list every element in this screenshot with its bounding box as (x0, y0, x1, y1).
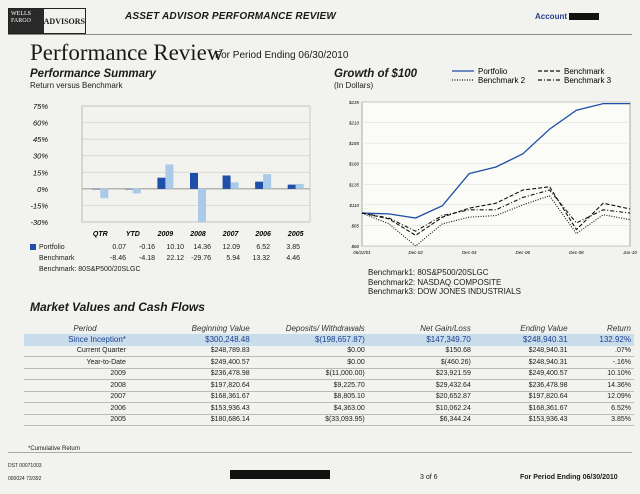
growth-title: Growth of $100 (334, 68, 418, 80)
account-label (535, 12, 599, 21)
line-xtick-label: Dec-08 (569, 250, 584, 255)
table-cell: $168,361.67 (210, 393, 250, 401)
bar-ytick-label: 15% (32, 168, 48, 178)
legend-portfolio-label: Portfolio (39, 244, 65, 251)
redacted-account-number (569, 13, 599, 20)
since-period: Since Inception* (24, 334, 146, 346)
table-cell: 14.36% (607, 381, 631, 389)
table-cell: -.16% (612, 358, 631, 366)
table-cell: $248,940.31 (528, 358, 568, 366)
bar-ytick-label: 30% (32, 151, 48, 161)
table-cell: $248,940.31 (528, 347, 568, 355)
table-cell: $(460.26) (440, 358, 471, 366)
table-row (24, 403, 634, 415)
table-cell: 2007 (110, 393, 126, 401)
line-xtick-label: Dec-06 (515, 250, 531, 255)
col-beginning-value: Beginning Value (191, 323, 250, 333)
line-ytick-label: $110 (349, 202, 359, 208)
table-cell: Current Quarter (76, 347, 126, 355)
col-deposits: Deposits/ Withdrawals (285, 323, 365, 333)
table-row (24, 380, 634, 392)
bar-ytick-label: 60% (32, 118, 48, 128)
legend-label: Benchmark 2 (478, 76, 526, 85)
table-row (24, 357, 634, 369)
table-cell: $20,652.87 (435, 393, 471, 401)
growth-legend (452, 68, 632, 90)
table-cell: $10,062.24 (435, 404, 471, 412)
line-ytick-label: $135 (348, 182, 359, 188)
performance-bar-chart (10, 98, 320, 258)
table-cell: $4,363.00 (333, 404, 365, 412)
summary-value-portfolio: 0.07 (112, 244, 126, 251)
since-beginning: $300,248.48 (146, 334, 253, 346)
table-cell: $6,344.24 (439, 416, 471, 424)
benchmark-note: Benchmark: 80S&P500/20SLGC (39, 266, 141, 273)
table-cell: $249,400.57 (528, 370, 568, 378)
summary-value-portfolio: 3.85 (286, 244, 300, 251)
bar-portfolio (157, 178, 165, 189)
period-label: For Period Ending 06/30/2010 (215, 50, 349, 61)
legend-benchmark: Benchmark (39, 255, 75, 262)
bar-category-label: 2005 (287, 231, 304, 238)
since-inception-row (24, 334, 634, 346)
table-cell: $150.68 (445, 347, 471, 355)
summary-value-portfolio: 14.36 (193, 244, 211, 251)
line-xtick-label: Dec-02 (408, 250, 423, 255)
line-ytick-label: $60 (351, 244, 359, 249)
table-cell: $0.00 (347, 358, 365, 366)
bar-ytick-label: 75% (32, 102, 48, 111)
bar-category-label: 2008 (190, 231, 206, 238)
account-label-text: Account (535, 12, 567, 21)
benchmark3-note: Benchmark3: DOW JONES INDUSTRIALS (368, 287, 521, 296)
table-cell: $153,936.43 (528, 416, 568, 424)
benchmark-notes (368, 268, 521, 297)
legend-label: Portfolio (478, 67, 508, 76)
since-deposits: $(198,657.87) (253, 334, 368, 346)
table-row (24, 368, 634, 380)
market-values-table (24, 323, 634, 426)
summary-value-benchmark: -4.18 (139, 255, 155, 262)
bar-portfolio (288, 185, 296, 189)
line-ytick-label: $235 (348, 100, 359, 105)
bar-category-label: 2007 (222, 231, 239, 238)
table-cell: 10.10% (607, 370, 631, 378)
footer-code1: DST 00071003 (8, 463, 42, 469)
table-cell: 2009 (110, 370, 126, 378)
bar-benchmark (100, 189, 108, 198)
growth-subtitle: (In Dollars) (334, 81, 374, 90)
col-ending-value: Ending Value (520, 323, 568, 333)
table-cell: $168,361.67 (528, 404, 568, 412)
legend-label: Benchmark 3 (564, 76, 612, 85)
col-return: Return (606, 323, 631, 333)
bar-benchmark (198, 189, 206, 222)
table-cell: $0.00 (347, 347, 365, 355)
table-cell: .07% (615, 347, 631, 355)
footer-code2: 000024 73/392 (8, 476, 42, 482)
summary-value-benchmark: 13.32 (252, 255, 270, 262)
market-values-title: Market Values and Cash Flows (30, 300, 205, 314)
portfolio-swatch (30, 244, 36, 250)
since-ending: $248,940.31 (474, 334, 571, 346)
table-cell: $153,936.43 (210, 404, 250, 412)
bar-ytick-label: -30% (30, 218, 48, 227)
bar-ytick-label: 0% (37, 184, 48, 194)
summary-value-benchmark: -29.76 (191, 255, 211, 262)
page-number: 3 of 6 (420, 474, 438, 481)
table-cell: 12.09% (607, 393, 631, 401)
bar-ytick-label: -15% (30, 201, 48, 211)
bar-portfolio (190, 173, 198, 189)
logo-advisors: ADVISORS (43, 16, 85, 26)
bar-portfolio (92, 189, 100, 190)
performance-summary-title: Performance Summary (30, 68, 156, 80)
since-return: 132.92% (571, 334, 634, 346)
line-xtick-label: 06/22/01 (353, 250, 371, 255)
growth-line-chart (334, 96, 637, 264)
bar-benchmark (165, 164, 173, 188)
table-cell: $8,805.10 (333, 393, 365, 401)
table-row (24, 414, 634, 426)
summary-value-benchmark: 22.12 (166, 255, 184, 262)
table-cell: $(33,093.95) (325, 416, 365, 424)
table-cell: Year-to-Date (86, 358, 126, 366)
footer-divider (8, 452, 632, 453)
bar-ytick-label: 45% (32, 135, 48, 145)
col-period: Period (73, 323, 97, 333)
redacted-client-name (230, 470, 330, 479)
table-row (24, 391, 634, 403)
bar-benchmark (296, 184, 304, 189)
since-net-gain: $147,349.70 (368, 334, 474, 346)
summary-value-portfolio: 10.10 (166, 244, 184, 251)
bar-category-label: QTR (92, 231, 108, 238)
benchmark1-note: Benchmark1: 80S&P500/20SLGC (368, 268, 489, 277)
table-cell: $180,686.14 (210, 416, 250, 424)
line-ytick-label: $160 (348, 161, 359, 167)
table-cell: $23,921.59 (435, 370, 471, 378)
summary-value-portfolio: 12.09 (222, 244, 240, 251)
bar-category-label: 2006 (255, 231, 271, 238)
bar-benchmark (263, 174, 271, 189)
table-row (24, 346, 634, 357)
table-cell: $236,478.98 (210, 370, 250, 378)
wells-fargo-logo (8, 8, 86, 34)
bar-portfolio (223, 176, 231, 189)
table-cell: $197,820.64 (210, 381, 250, 389)
table-cell: $249,400.57 (210, 358, 250, 366)
table-cell: 2005 (110, 416, 126, 424)
footnote: *Cumulative Return (28, 446, 81, 452)
table-cell: 3.85% (611, 416, 631, 424)
legend-portfolio (30, 244, 65, 251)
page-title: Performance Review (30, 40, 224, 65)
bar-category-label: YTD (125, 231, 140, 238)
bar-benchmark (231, 182, 239, 189)
table-header-row (24, 323, 634, 334)
summary-value-benchmark: 4.46 (286, 255, 300, 262)
logo-wordmark: WELLS FARGO (9, 9, 44, 33)
footer-period: For Period Ending 06/30/2010 (520, 474, 618, 481)
table-cell: $248,789.83 (210, 347, 250, 355)
summary-value-benchmark: 5.94 (226, 255, 240, 262)
bar-benchmark (133, 189, 141, 194)
summary-value-benchmark: -8.46 (110, 255, 126, 262)
report-header-title: ASSET ADVISOR PERFORMANCE REVIEW (125, 11, 337, 22)
line-xtick-label: Dec-04 (461, 250, 477, 255)
table-cell: $(11,000.00) (325, 370, 365, 378)
header-divider (8, 34, 632, 35)
line-ytick-label: $185 (348, 141, 359, 147)
table-cell: 6.52% (611, 404, 631, 412)
line-xtick-label: Jun-10 (623, 250, 637, 255)
table-cell: $9,225.70 (333, 381, 365, 389)
legend-label: Benchmark (564, 67, 605, 76)
table-cell: 2006 (110, 404, 126, 412)
summary-value-portfolio: -0.16 (139, 244, 155, 251)
table-cell: $197,820.64 (528, 393, 568, 401)
col-net-gain: Net Gain/Loss (420, 323, 471, 333)
bar-portfolio (125, 189, 133, 190)
bar-category-label: 2009 (157, 231, 174, 238)
benchmark2-note: Benchmark2: NASDAQ COMPOSITE (368, 277, 502, 287)
summary-value-portfolio: 6.52 (256, 244, 270, 251)
performance-summary-subtitle: Return versus Benchmark (30, 81, 123, 90)
table-cell: $29,432.64 (435, 381, 471, 389)
bar-portfolio (255, 182, 263, 189)
line-ytick-label: $210 (348, 120, 359, 126)
table-cell: 2008 (110, 381, 126, 389)
line-ytick-label: $85 (351, 223, 359, 229)
table-cell: $236,478.98 (528, 381, 568, 389)
